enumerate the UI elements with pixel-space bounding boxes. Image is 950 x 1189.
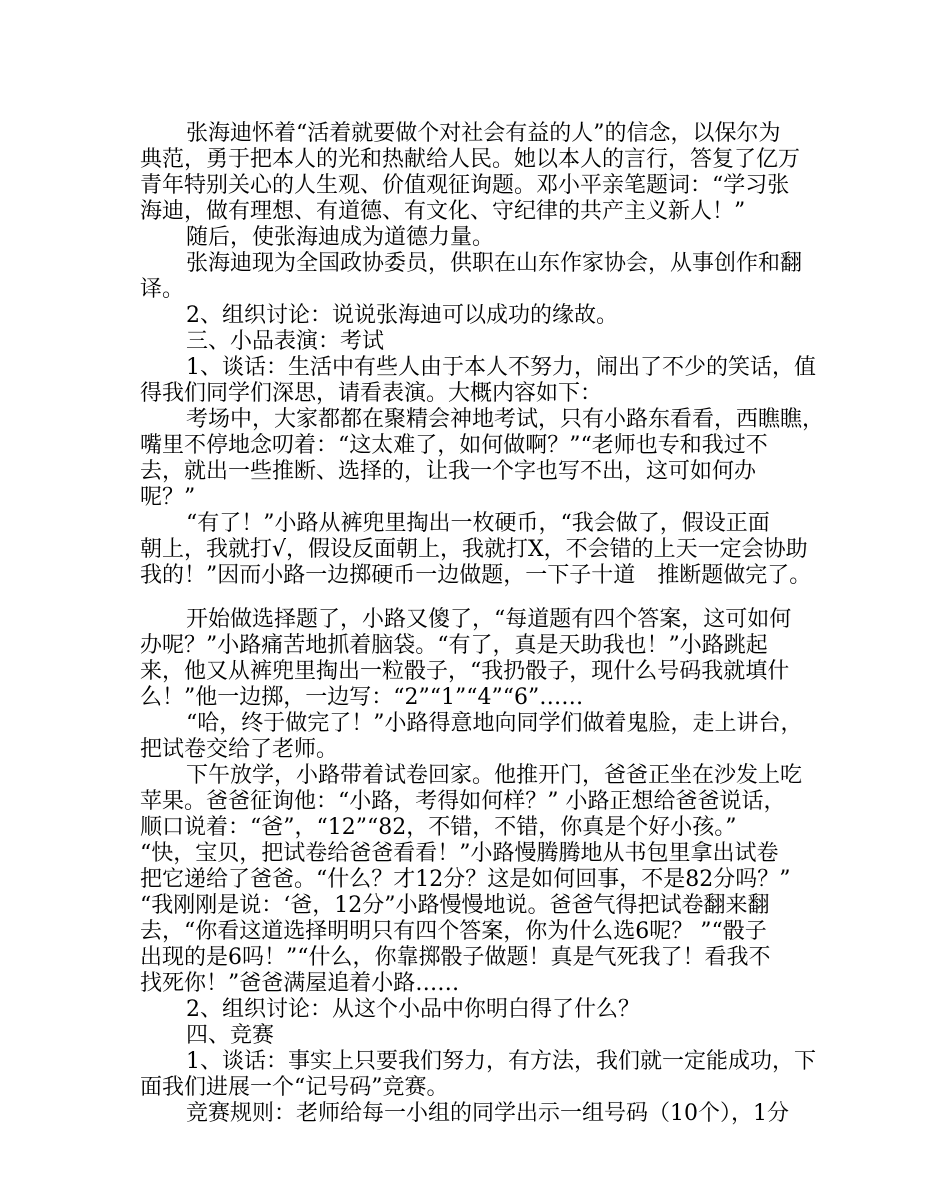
text-line: 青年特别关心的人生观、价值观征询题。邓小平亲笔题词：“学习张	[140, 173, 790, 198]
text-line: 随后，使张海迪成为道德力量。	[186, 225, 495, 250]
text-line: “哈，终于做完了！”小路得意地向同学们做着鬼脸，走上讲台，	[186, 711, 803, 736]
text-line: 1、谈话：事实上只要我们努力，有方法，我们就一定能成功，下	[186, 1049, 816, 1074]
section-heading: 三、小品表演：考试	[186, 329, 385, 354]
text-line: 2、组织讨论：说说张海迪可以成功的缘故。	[186, 303, 618, 328]
text-line: 来，他又从裤兜里掏出一粒骰子，“我扔骰子，现什么号码我就填什	[140, 659, 790, 684]
text-line: 顺口说着：“爸”，“12”“82，不错，不错，你真是个好小孩。”	[140, 815, 737, 840]
text-line: 开始做选择题了，小路又傻了，“每道题有四个答案，这可如何	[186, 607, 792, 632]
text-line: 去，“你看这道选择明明只有四个答案，你为什么选6呢？ ”“骰子	[140, 919, 767, 944]
text-line: 苹果。爸爸征询他：“小路，考得如何样？” 小路正想给爸爸说话，	[140, 789, 786, 814]
text-line: 典范，勇于把本人的光和热献给人民。她以本人的言行，答复了亿万	[140, 147, 801, 172]
text-line: 办呢？”小路痛苦地抓着脑袋。“有了，真是天助我也！”小路跳起	[140, 633, 768, 658]
text-line: 下午放学，小路带着试卷回家。他推开门，爸爸正坐在沙发上吃	[186, 763, 803, 788]
text-line: “快，宝贝，把试卷给爸爸看看！”小路慢腾腾地从书包里拿出试卷	[140, 841, 779, 866]
text-line: 竞赛规则：老师给每一小组的同学出示一组号码（10个），1分	[186, 1101, 789, 1126]
text-line: 呢？”	[140, 485, 196, 510]
text-line: 我的！”因而小路一边掷硬币一边做题，一下子十道 推断题做完了。	[140, 563, 812, 588]
text-line: 2、组织讨论：从这个小品中你明白得了什么？	[186, 997, 640, 1022]
text-line: “有了！”小路从裤兜里掏出一枚硬币，“我会做了，假设正面	[186, 511, 770, 536]
text-line: 1、谈话：生活中有些人由于本人不努力，闹出了不少的笑话，值	[186, 355, 816, 380]
text-line: 朝上，我就打√，假设反面朝上，我就打X，不会错的上天一定会协助	[140, 537, 808, 562]
text-line: 把试卷交给了老师。	[140, 737, 339, 762]
text-line: 找死你！”爸爸满屋追着小路……	[140, 971, 460, 996]
text-line: 出现的是6吗！”“什么，你靠掷骰子做题！真是气死我了！看我不	[140, 945, 771, 970]
text-line: 海迪，做有理想、有道德、有文化、守纪律的共产主义新人！”	[140, 199, 746, 224]
text-line: “我刚刚是说：‘爸，12分”小路慢慢地说。爸爸气得把试卷翻来翻	[140, 893, 770, 918]
text-line: 张海迪怀着“活着就要做个对社会有益的人”的信念，以保尔为	[186, 121, 781, 146]
text-line: 得我们同学们深思，请看表演。大概内容如下：	[140, 381, 603, 406]
text-line: 译。	[140, 277, 185, 302]
text-line: 面我们进展一个“记号码”竞赛。	[140, 1075, 449, 1100]
text-line: 把它递给了爸爸。“什么？才12分？这是如何回事，不是82分吗？”	[140, 867, 791, 892]
section-heading: 四、竞赛	[186, 1023, 275, 1048]
text-line: 张海迪现为全国政协委员，供职在山东作家协会，从事创作和翻	[186, 251, 803, 276]
text-line: 去，就出一些推断、选择的，让我一个字也写不出，这可如何办	[140, 459, 757, 484]
text-line: 嘴里不停地念叨着：“这太难了，如何做啊？”“老师也专和我过不	[140, 433, 768, 458]
text-line: 考场中，大家都都在聚精会神地考试，只有小路东看看，西瞧瞧，	[186, 407, 825, 432]
text-line: 么！”他一边掷，一边写：“2”“1”“4”“6”……	[140, 685, 584, 710]
